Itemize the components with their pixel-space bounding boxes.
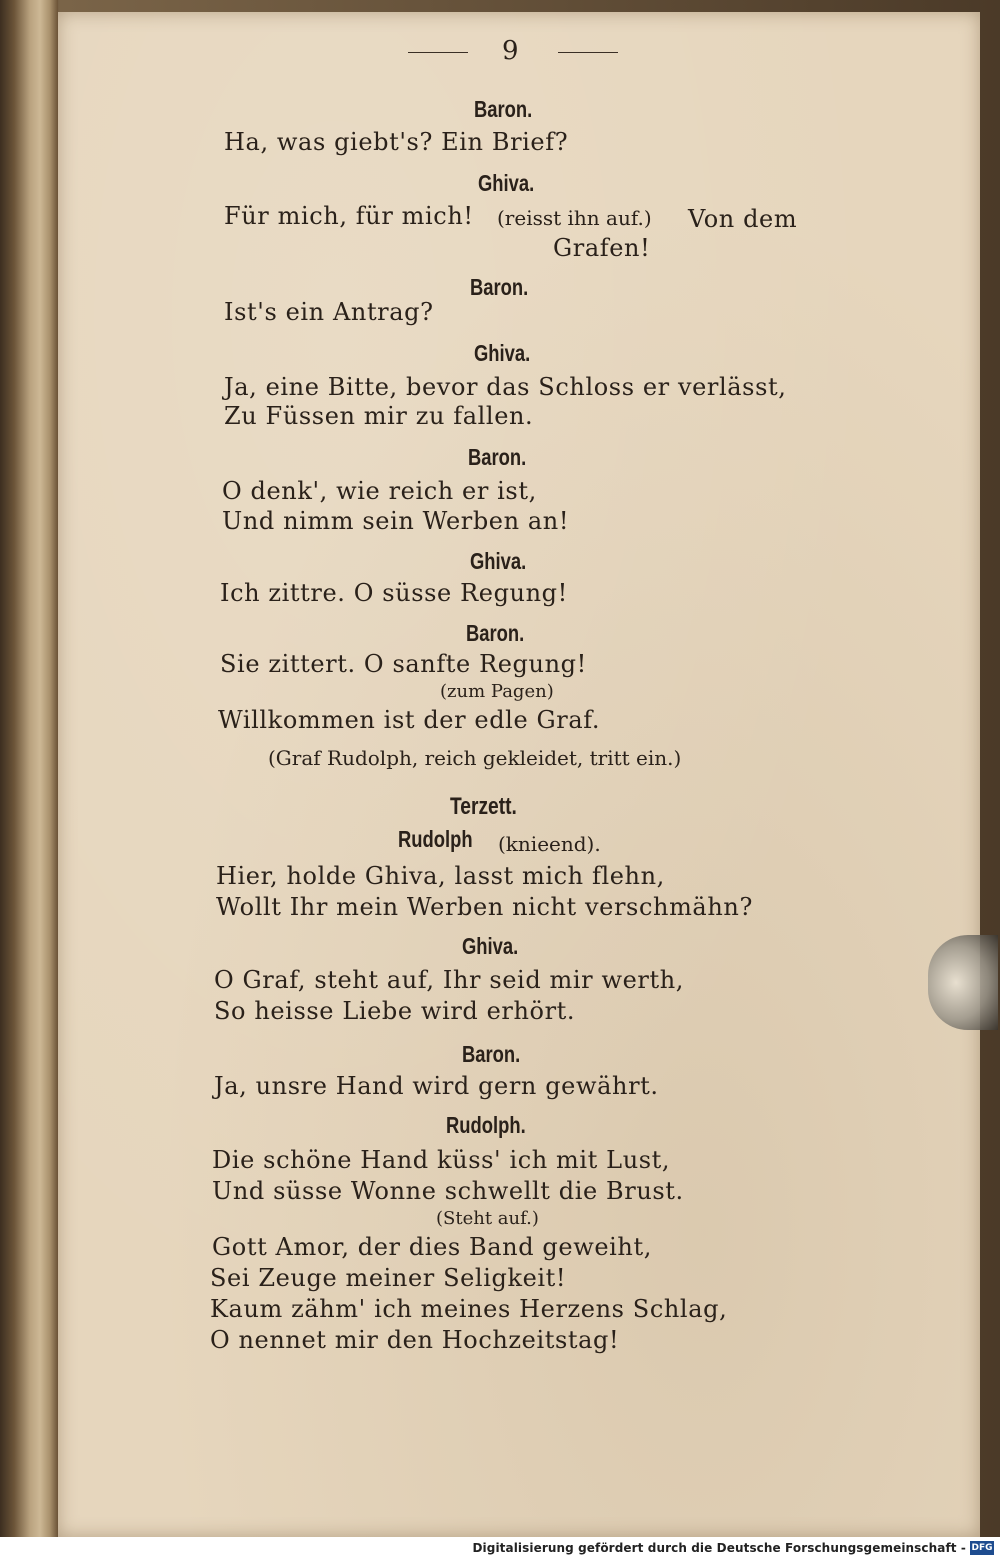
verse-line: Ja, unsre Hand wird gern gewährt.: [214, 1072, 659, 1100]
verse-line: Und nimm sein Werben an!: [222, 507, 570, 535]
verse-line: O Graf, steht auf, Ihr seid mir werth,: [214, 966, 684, 994]
verse-line: Willkommen ist der edle Graf.: [218, 706, 601, 734]
verse-line: Gott Amor, der dies Band geweiht,: [212, 1233, 652, 1261]
speaker-name: Baron.: [474, 96, 533, 122]
verse-line: So heisse Liebe wird erhört.: [214, 997, 576, 1025]
page-marker-tab: [928, 935, 998, 1030]
verse-line: Grafen!: [553, 234, 651, 262]
speaker-name: Baron.: [462, 1041, 521, 1067]
speaker-name: Rudolph: [398, 826, 473, 852]
speaker-name: Baron.: [466, 620, 525, 646]
speaker-name: Ghiva.: [462, 933, 519, 959]
verse-line: Sei Zeuge meiner Seligkeit!: [210, 1264, 567, 1292]
stage-direction: (knieend).: [498, 832, 601, 856]
funding-credit: Digitalisierung gefördert durch die Deutsche Forschungsgemeinschaft -: [472, 1541, 966, 1555]
dfg-logo: DFG: [971, 1543, 993, 1553]
speaker-name: Ghiva.: [474, 340, 531, 366]
verse-line: Ist's ein Antrag?: [224, 298, 434, 326]
page-number-rule-right: [558, 52, 618, 53]
verse-line: Von dem: [688, 205, 798, 233]
page-number: 9: [502, 36, 519, 66]
verse-line: Ich zittre. O süsse Regung!: [220, 579, 568, 607]
stage-direction: (zum Pagen): [440, 681, 554, 702]
stage-direction: (Graf Rudolph, reich gekleidet, tritt ein.): [268, 746, 682, 770]
verse-line: Und süsse Wonne schwellt die Brust.: [212, 1177, 684, 1205]
verse-line: Wollt Ihr mein Werben nicht verschmähn?: [216, 893, 753, 921]
speaker-name: Ghiva.: [478, 170, 535, 196]
stage-direction: (Steht auf.): [436, 1208, 539, 1229]
speaker-name: Ghiva.: [470, 548, 527, 574]
verse-line: Hier, holde Ghiva, lasst mich flehn,: [216, 862, 665, 890]
verse-line: Kaum zähm' ich meines Herzens Schlag,: [210, 1295, 728, 1323]
verse-line: Ha, was giebt's? Ein Brief?: [224, 128, 569, 156]
verse-line: Die schöne Hand küss' ich mit Lust,: [212, 1146, 671, 1174]
verse-line: O nennet mir den Hochzeitstag!: [210, 1326, 620, 1354]
verse-line: Für mich, für mich!: [224, 202, 474, 230]
page-number-rule-left: [408, 52, 468, 53]
speaker-name: Baron.: [468, 444, 527, 470]
verse-line: Zu Füssen mir zu fallen.: [224, 402, 534, 430]
section-heading: Terzett.: [450, 793, 517, 820]
speaker-name: Baron.: [470, 274, 529, 300]
verse-line: Sie zittert. O sanfte Regung!: [220, 650, 587, 678]
verse-line: Ja, eine Bitte, bevor das Schloss er verlässt,: [224, 373, 787, 401]
stage-direction: (reisst ihn auf.): [497, 206, 652, 230]
book-spine: [0, 0, 58, 1562]
speaker-name: Rudolph.: [446, 1112, 526, 1138]
verse-line: O denk', wie reich er ist,: [222, 477, 537, 505]
